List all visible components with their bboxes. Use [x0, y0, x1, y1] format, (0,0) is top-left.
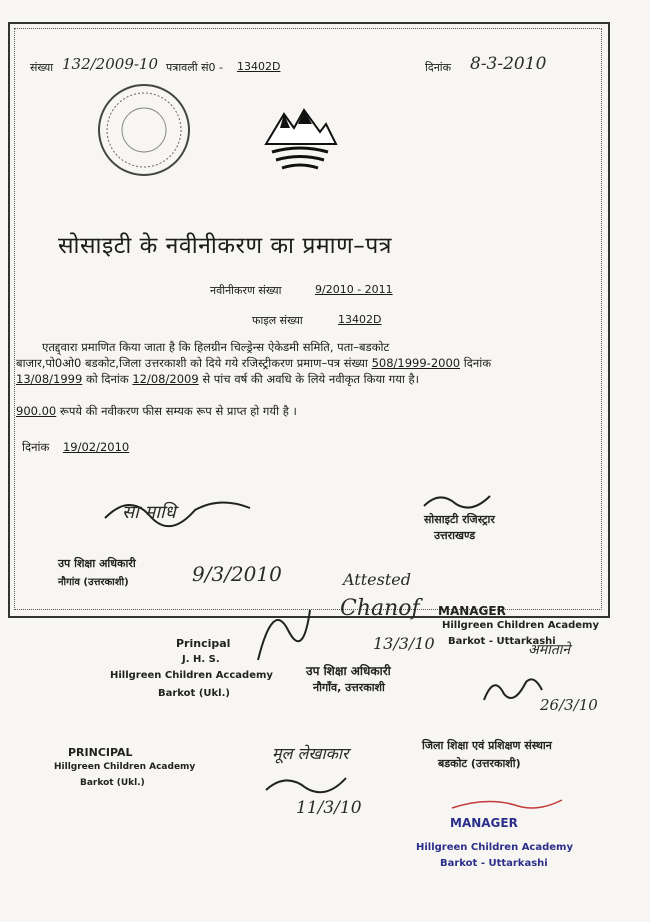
registrar-title: सोसाइटी रजिस्ट्रार: [424, 513, 495, 526]
signature-right: अमाताने: [528, 642, 571, 658]
number-label: संख्या: [30, 61, 54, 74]
file-no-label: फाइल संख्या: [252, 314, 303, 327]
attested-signature: Chanof: [340, 596, 420, 621]
date-value: 8-3-2010: [470, 54, 547, 74]
principal-stamp-2: PRINCIPAL: [68, 746, 133, 759]
round-seal: [96, 82, 192, 178]
file-value: 13402D: [237, 60, 281, 73]
body-line-3: [16, 372, 419, 387]
barkot-stamp-2: Barkot (Ukl.): [80, 778, 145, 788]
academy-name-stamp: Hillgreen Children Academy: [442, 620, 599, 631]
file-label: पत्रावली सं0 -: [166, 61, 223, 74]
bottom-date-handwritten: 11/3/10: [296, 798, 362, 818]
manager-stamp-blue: MANAGER: [450, 816, 518, 830]
principal-signature: [248, 590, 318, 670]
jhs-label: J. H. S.: [182, 654, 220, 665]
principal-place: Barkot (Ukl.): [158, 688, 230, 699]
renewal-date: 12/08/2009: [132, 372, 199, 386]
renewal-label: नवीनीकरण संख्या: [210, 284, 282, 297]
registration-number: 508/1999-2000: [371, 356, 461, 370]
academy-stamp-blue: Hillgreen Children Academy: [416, 842, 573, 853]
principal-academy: Hillgreen Children Accademy: [110, 670, 273, 681]
institute-stamp: जिला शिक्षा एवं प्रशिक्षण संस्थान: [422, 739, 552, 752]
signature-top-left: सा माधि: [122, 502, 176, 523]
number-value: 132/2009-10: [62, 55, 159, 73]
fee-amount: 900.00: [16, 404, 57, 418]
file-no-value: 13402D: [338, 313, 382, 326]
body-line-2: [16, 356, 491, 371]
edu-officer-stamp-1: उप शिक्षा अधिकारी: [58, 557, 136, 570]
academy-stamp-2: Hillgreen Children Academy: [54, 762, 196, 772]
date-handwritten-3: 26/3/10: [540, 696, 598, 714]
bottom-signature-scribble: [262, 770, 352, 800]
attested-text: Attested: [343, 570, 411, 589]
mountain-emblem-icon: [262, 106, 338, 176]
barkot-stamp: Barkot - Uttarkashi: [448, 636, 556, 647]
date-label: दिनांक: [425, 61, 452, 74]
certificate-title: सोसाइटी के नवीनीकरण का प्रमाण–पत्र: [58, 233, 393, 259]
fee-text: रूपये की नवीकरण फीस सम्यक रूप से प्राप्त हो गयी है ।: [59, 404, 297, 418]
body-line-3-end: से पांच वर्ष की अवधि के लिये नवीकृत किया गया है।: [202, 372, 420, 386]
issue-date-value: 19/02/2010: [62, 440, 130, 454]
body-line-3-text: को दिनांक: [85, 372, 129, 386]
fee-line: [16, 404, 297, 419]
body-line-1: एतद्द्वारा प्रमाणित किया जाता है कि हिलग्रीन चिल्ड्रेन्स ऐकेडमी समिति, पता–बडकोट: [42, 340, 390, 354]
red-signature: [448, 790, 568, 816]
edu-officer-place-2: नौगाँव, उत्तरकाशी: [313, 681, 385, 694]
bottom-signature-1: मूल लेखाकार: [272, 744, 349, 763]
renewal-value: 9/2010 - 2011: [315, 283, 393, 296]
institute-place: बडकोट (उत्तरकाशी): [438, 757, 521, 770]
signature-scribble-right: [478, 670, 548, 710]
registrar-place: उत्तराखण्ड: [434, 529, 476, 542]
barkot-stamp-blue: Barkot - Uttarkashi: [440, 858, 548, 869]
edu-officer-place-1: नौगांव (उत्तरकाशी): [58, 577, 129, 588]
date-handwritten-1: 9/3/2010: [192, 562, 282, 586]
registration-date: 13/08/1999: [16, 372, 83, 386]
issue-date-label: दिनांक: [22, 440, 50, 454]
issue-date-line: [22, 440, 129, 455]
manager-stamp: MANAGER: [438, 604, 506, 618]
date-word: दिनांक: [463, 356, 492, 370]
principal-title: Principal: [176, 637, 231, 650]
date-handwritten-2: 13/3/10: [373, 634, 435, 653]
body-line-2-text: बाजार,पो0ओ0 बडकोट,जिला उत्तरकाशी को दिये गये रजिस्ट्रीकरण प्रमाण–पत्र संख्या: [16, 356, 368, 370]
edu-officer-stamp-2: उप शिक्षा अधिकारी: [306, 664, 391, 678]
